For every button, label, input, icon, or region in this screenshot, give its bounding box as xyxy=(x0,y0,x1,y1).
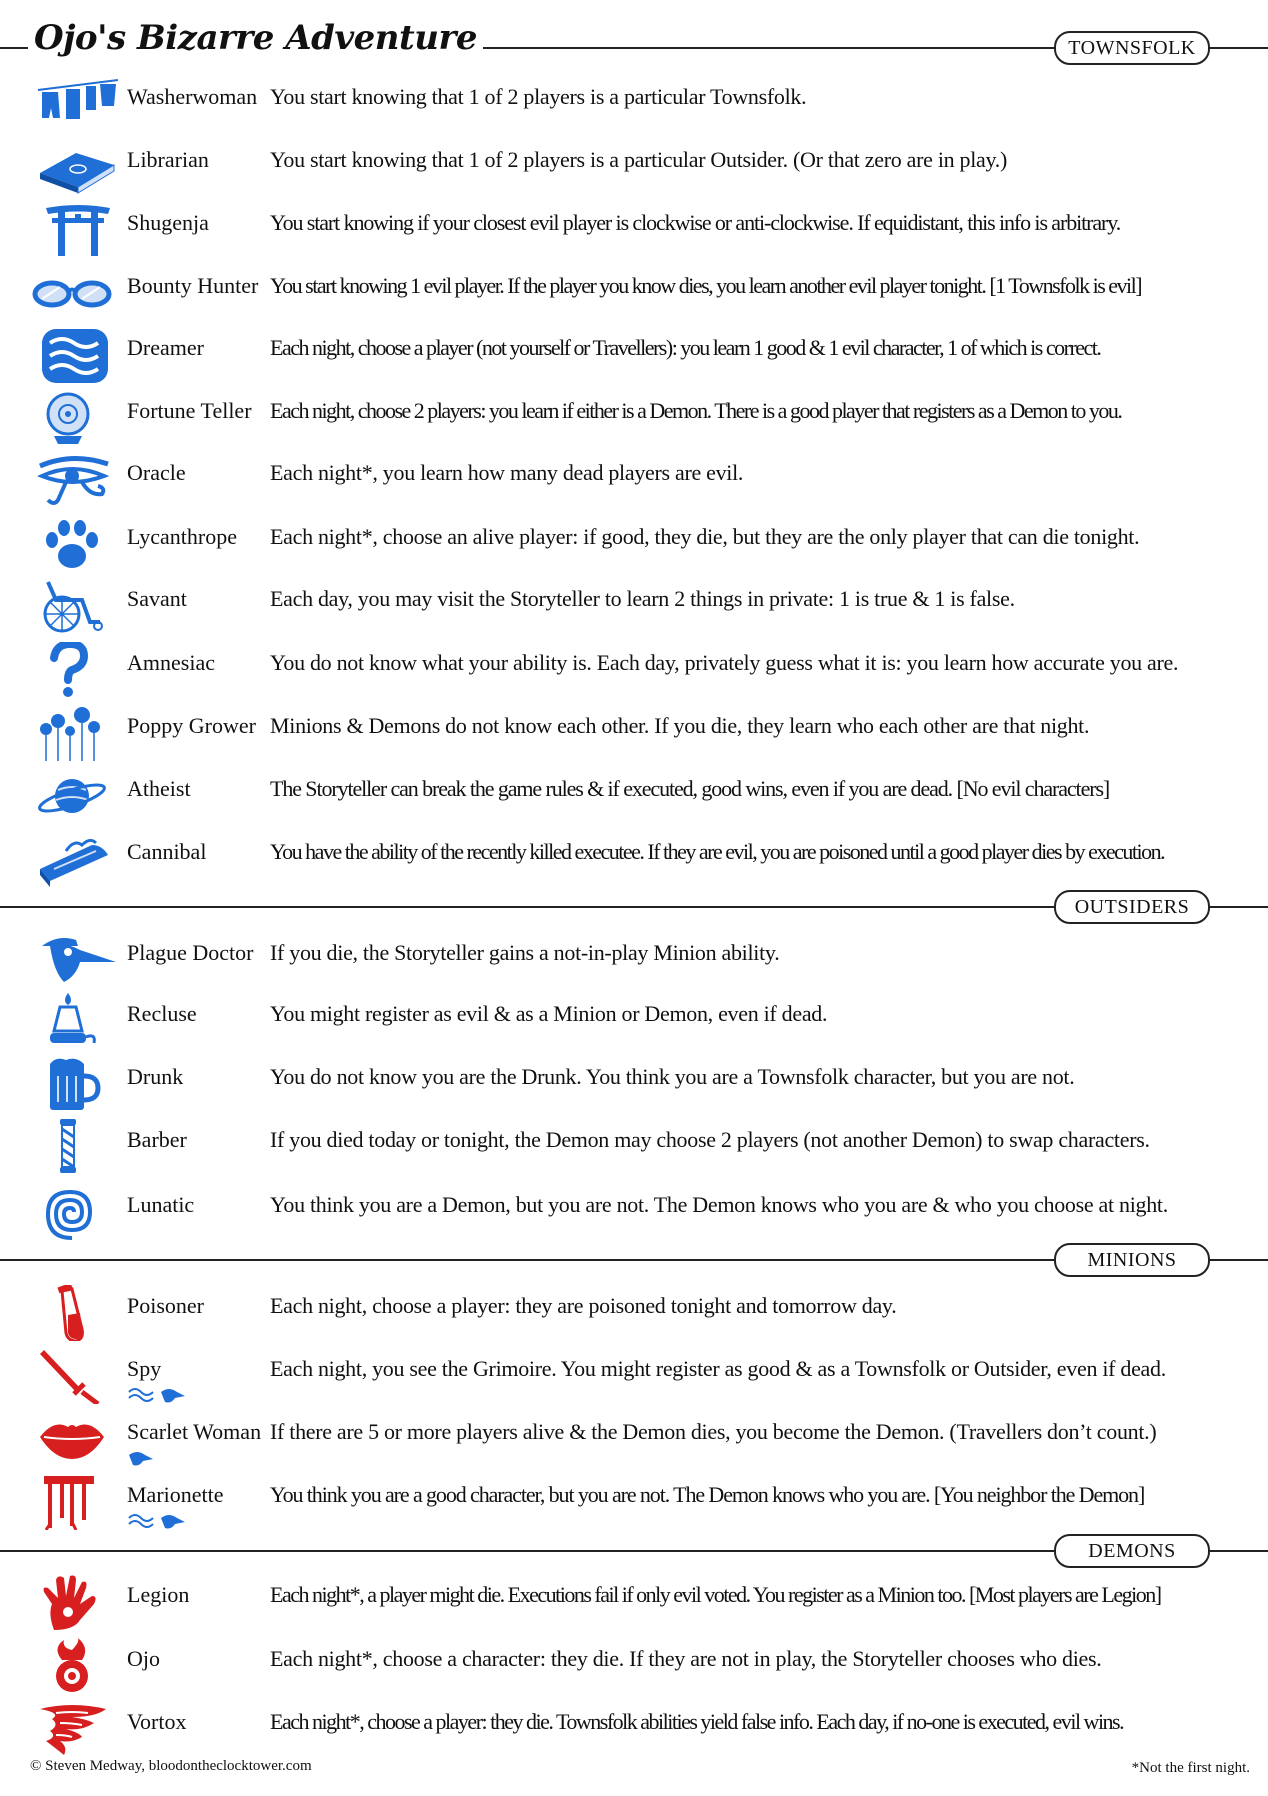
character-row-washerwoman xyxy=(0,72,1268,132)
character-name: Ojo xyxy=(127,1646,160,1671)
character-name: Recluse xyxy=(127,1001,197,1026)
character-name: Atheist xyxy=(127,776,191,801)
jinx-waves-icon xyxy=(129,1515,153,1527)
character-name: Poisoner xyxy=(127,1293,204,1318)
character-ability: Each night, choose a player: they are poisoned tonight and tomorrow day. xyxy=(270,1293,897,1318)
character-ability: You have the ability of the recently killed executee. If they are evil, you are poisoned until a good player dies by execution. xyxy=(270,839,1165,864)
character-row-shugenja xyxy=(0,198,1268,258)
copyright-text: © Steven Medway, bloodontheclocktower.com xyxy=(30,1758,312,1774)
character-name: Spy xyxy=(127,1356,162,1381)
character-row-legion xyxy=(0,1570,1268,1630)
character-ability: If there are 5 or more players alive & the Demon dies, you become the Demon. (Travellers don’t count.) xyxy=(270,1419,1157,1444)
script-title: Ojo's Bizarre Adventure xyxy=(28,18,483,58)
character-ability: You think you are a Demon, but you are not. The Demon knows who you are & who you choose at night. xyxy=(270,1192,1168,1217)
character-row-barber xyxy=(0,1115,1268,1175)
laundry-icon xyxy=(36,76,120,132)
character-row-savant xyxy=(0,574,1268,634)
barber-pole-icon xyxy=(36,1119,120,1175)
character-row-poppy-grower xyxy=(0,701,1268,761)
character-name: Legion xyxy=(127,1582,190,1607)
character-row-scarlet-woman xyxy=(0,1407,1268,1467)
jinx-mask-icon xyxy=(161,1389,185,1403)
torii-gate-icon xyxy=(36,202,120,258)
character-name: Savant xyxy=(127,586,187,611)
character-ability: Each night, you see the Grimoire. You might register as good & as a Townsfolk or Outsider, even if dead. xyxy=(270,1356,1166,1381)
character-name: Lunatic xyxy=(127,1192,195,1217)
poison-vial-icon xyxy=(36,1285,120,1341)
character-row-dreamer xyxy=(0,323,1268,383)
eye-of-horus-icon xyxy=(36,452,120,508)
jinx-mask-icon xyxy=(161,1515,185,1529)
character-ability: You start knowing that 1 of 2 players is a particular Outsider. (Or that zero are in play.) xyxy=(270,147,1008,172)
character-row-poisoner xyxy=(0,1281,1268,1341)
character-row-amnesiac xyxy=(0,638,1268,698)
character-ability: Each night*, choose an alive player: if good, they die, but they are the only player that can die tonight. xyxy=(270,524,1140,549)
character-row-atheist xyxy=(0,764,1268,824)
question-mark-icon xyxy=(36,642,120,698)
character-row-drunk xyxy=(0,1052,1268,1112)
pie-slice-icon xyxy=(36,831,120,887)
character-ability: If you die, the Storyteller gains a not-in-play Minion ability. xyxy=(270,940,780,965)
character-ability: The Storyteller can break the game rules & if executed, good wins, even if you are dead. [No evil characters] xyxy=(270,776,1110,801)
character-name: Washerwoman xyxy=(127,84,258,109)
character-name: Dreamer xyxy=(127,335,204,360)
character-ability: Each night, choose a player (not yourself or Travellers): you learn 1 good & 1 evil character, 1 of which is correct. xyxy=(270,335,1101,360)
section-label-demons: DEMONS xyxy=(1054,1534,1210,1568)
character-name: Amnesiac xyxy=(127,650,215,675)
jinx-icons xyxy=(127,1384,187,1406)
section-label-outsiders: OUTSIDERS xyxy=(1054,890,1210,924)
character-ability: Each night*, you learn how many dead players are evil. xyxy=(270,460,744,485)
character-ability: Each night*, a player might die. Executions fail if only evil voted. You register as a Minion too. [Most players are Legion] xyxy=(270,1582,1161,1607)
character-name: Drunk xyxy=(127,1064,184,1089)
character-ability: If you died today or tonight, the Demon may choose 2 players (not another Demon) to swap characters. xyxy=(270,1127,1150,1152)
character-ability: You think you are a good character, but you are not. The Demon knows who you are. [You neighbor the Demon] xyxy=(270,1482,1145,1507)
character-name: Shugenja xyxy=(127,210,209,235)
hand-print-icon xyxy=(36,1574,120,1630)
character-name: Plague Doctor xyxy=(127,940,254,965)
spiral-icon xyxy=(36,1184,120,1240)
puppet-strings-icon xyxy=(36,1474,120,1530)
character-ability: Minions & Demons do not know each other. If you die, they learn who each other are that night. xyxy=(270,713,1090,738)
jinx-mask-icon xyxy=(129,1452,153,1466)
wheelchair-icon xyxy=(36,578,120,634)
character-ability: You start knowing if your closest evil player is clockwise or anti-clockwise. If equidistant, this info is arbitrary. xyxy=(270,210,1121,235)
character-name: Fortune Teller xyxy=(127,398,252,423)
character-name: Poppy Grower xyxy=(127,713,256,738)
character-ability: Each night*, choose a character: they die. If they are not in play, the Storyteller chooses who dies. xyxy=(270,1646,1102,1671)
poppy-flowers-icon xyxy=(36,705,120,761)
character-row-fortune-teller xyxy=(0,386,1268,446)
paw-print-icon xyxy=(36,516,120,572)
character-row-ojo xyxy=(0,1634,1268,1694)
character-row-librarian xyxy=(0,135,1268,195)
character-ability: You do not know what your ability is. Each day, privately guess what it is: you learn how accurate you are. xyxy=(270,650,1179,675)
tornado-icon xyxy=(36,1701,120,1757)
character-row-lunatic xyxy=(0,1180,1268,1240)
character-row-marionette xyxy=(0,1470,1268,1530)
section-label-minions: MINIONS xyxy=(1054,1243,1210,1277)
character-name: Vortox xyxy=(127,1709,187,1734)
character-row-lycanthrope xyxy=(0,512,1268,572)
jinx-icons xyxy=(127,1447,157,1469)
character-row-oracle xyxy=(0,448,1268,508)
dagger-icon xyxy=(36,1348,120,1404)
character-row-recluse xyxy=(0,989,1268,1049)
character-name: Bounty Hunter xyxy=(127,273,259,298)
character-ability: Each night, choose 2 players: you learn if either is a Demon. There is a good player that registers as a Demon to you. xyxy=(270,398,1122,423)
oil-lamp-icon xyxy=(36,993,120,1049)
crystal-ball-icon xyxy=(36,390,120,446)
character-name: Scarlet Woman xyxy=(127,1419,262,1444)
section-label-townsfolk: TOWNSFOLK xyxy=(1054,31,1210,65)
character-name: Cannibal xyxy=(127,839,207,864)
character-row-cannibal xyxy=(0,827,1268,887)
beer-mug-icon xyxy=(36,1056,120,1112)
character-ability: Each day, you may visit the Storyteller to learn 2 things in private: 1 is true & 1 is false. xyxy=(270,586,1015,611)
planet-icon xyxy=(36,768,120,824)
lips-icon xyxy=(36,1411,120,1467)
character-name: Marionette xyxy=(127,1482,224,1507)
character-row-spy xyxy=(0,1344,1268,1404)
character-name: Lycanthrope xyxy=(127,524,237,549)
character-ability: You might register as evil & as a Minion or Demon, even if dead. xyxy=(270,1001,828,1026)
character-row-vortox xyxy=(0,1697,1268,1757)
book-icon xyxy=(36,139,120,195)
character-ability: You start knowing that 1 of 2 players is a particular Townsfolk. xyxy=(270,84,807,109)
character-ability: You do not know you are the Drunk. You think you are a Townsfolk character, but you are not. xyxy=(270,1064,1075,1089)
jinx-waves-icon xyxy=(129,1389,153,1401)
character-name: Oracle xyxy=(127,460,186,485)
character-row-plague-doctor xyxy=(0,928,1268,988)
jinx-icons xyxy=(127,1510,187,1532)
flaming-eye-icon xyxy=(36,1638,120,1694)
character-ability: Each night*, choose a player: they die. Townsfolk abilities yield false info. Each day, if no-one is executed, evil wins. xyxy=(270,1709,1124,1734)
character-name: Librarian xyxy=(127,147,209,172)
character-ability: You start knowing 1 evil player. If the player you know dies, you learn another evil player tonight. [1 Townsfolk is evil] xyxy=(270,273,1142,298)
glasses-icon xyxy=(30,265,114,321)
character-row-bounty-hunter xyxy=(0,261,1268,321)
plague-mask-icon xyxy=(36,932,120,988)
character-name: Barber xyxy=(127,1127,187,1152)
waves-icon xyxy=(36,327,120,383)
first-night-note: *Not the first night. xyxy=(1131,1760,1250,1776)
